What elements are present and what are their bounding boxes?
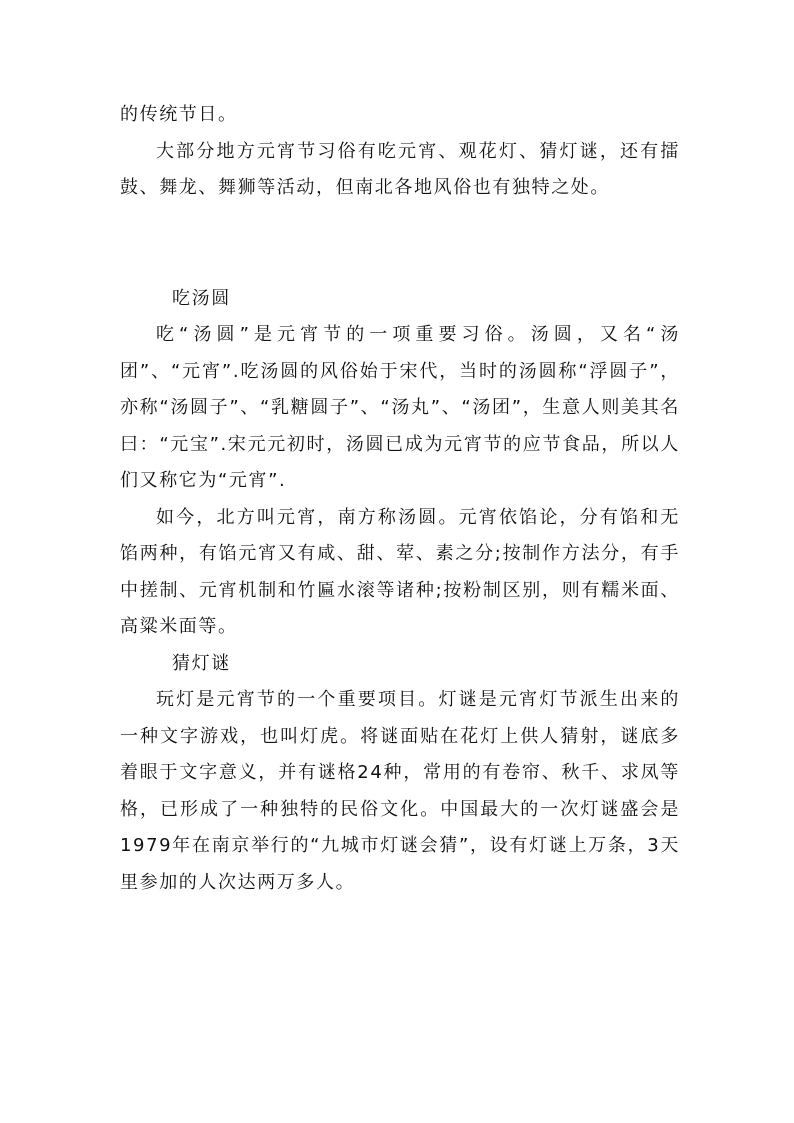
document-body: [120, 97, 680, 901]
section-gap: [120, 207, 680, 281]
paragraph-lantern-riddles: 玩灯是元宵节的一个重要项目。灯谜是元宵灯节派生出来的一种文字游戏，也叫灯虎。将谜面贴在花灯上供人猜射，谜底多着眼于文字意义，并有谜格24种，常用的有卷帘、秋千、求凤等格，已形成了一种独特的民俗文化。中国最大的一次灯谜盛会是1979年在南京举行的“九城市灯谜会猜”，设有灯谜上万条，3天里参加的人次达两万多人。: [120, 689, 680, 893]
section-heading-tangyuan: 吃汤圆: [172, 287, 231, 309]
section-heading-lantern-riddles: 猜灯谜: [172, 652, 231, 674]
paragraph-yuanxiao-types: 如今，北方叫元宵，南方称汤圆。元宵依馅论，分有馅和无馅两种，有馅元宵又有咸、甜、荤、素之分;按制作方法分，有手中搓制、元宵机制和竹匾水滚等诸种;按粉制区别，则有糯米面、高粱米面等。: [120, 506, 680, 637]
paragraph-customs: 大部分地方元宵节习俗有吃元宵、观花灯、猜灯谜，还有擂鼓、舞龙、舞狮等活动，但南北各地风俗也有独特之处。: [120, 140, 680, 198]
paragraph-continuation: 的传统节日。: [120, 104, 238, 125]
paragraph-tangyuan: 吃“汤圆”是元宵节的一项重要习俗。汤圆，又名“汤团”、“元宵”.吃汤圆的风俗始于宋代，当时的汤圆称“浮圆子”，亦称“汤圆子”、“乳糖圆子”、“汤丸”、“汤团”，生意人则美其名曰：“元宝”.宋元元初时，汤圆已成为元宵节的应节食品，所以人们又称它为“元宵”.: [120, 324, 680, 491]
